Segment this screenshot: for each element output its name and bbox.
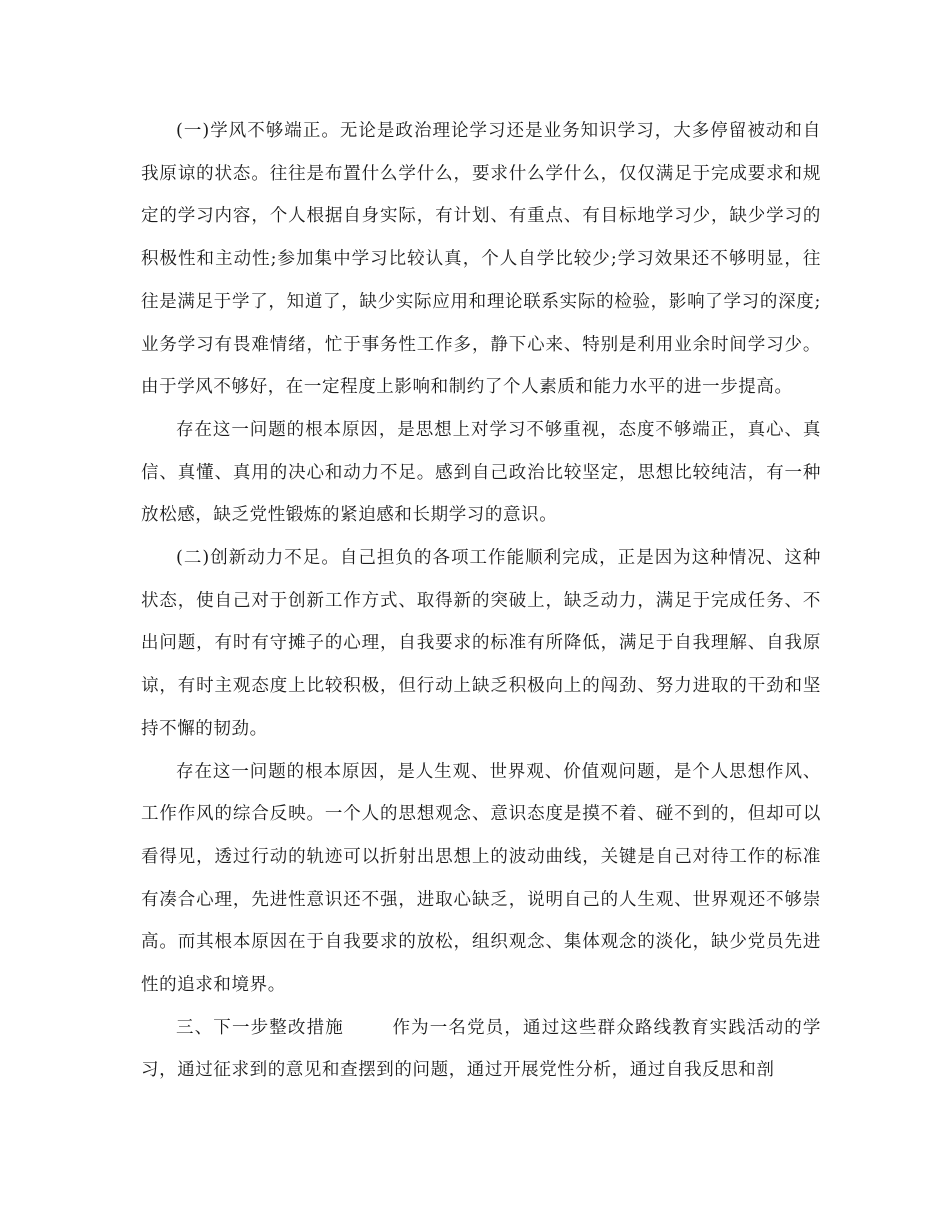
rectification-text: 作为一名党员，通过这些群众路线教育实践活动的学习，通过征求到的意见和查摆到的问题，通过开展党性分析，通过自我反思和剖 [141, 1017, 821, 1081]
paragraph-innovation-cause: 存在这一问题的根本原因，是人生观、世界观、价值观问题，是个人思想作风、工作作风的综合反映。一个人的思想观念、意识态度是摸不着、碰不到的，但却可以看得见，透过行动的轨迹可以折射出思想上的波动曲线，关键是自己对待工作的标准有凑合心理，先进性意识还不强，进取心缺乏，说明自己的人生观、世界观还不够崇高。而其根本原因在于自我要求的放松，组织观念、集体观念的淡化，缺少党员先进性的追求和境界。 [141, 761, 821, 996]
section-heading: 三、下一步整改措施 [176, 1017, 344, 1038]
paragraph-study-style: (一)学风不够端正。无论是政治理论学习还是业务知识学习，大多停留被动和自我原谅的状态。往往是布置什么学什么，要求什么学什么，仅仅满足于完成要求和规定的学习内容，个人根据自身实际，有计划、有重点、有目标地学习少，缺少学习的积极性和主动性;参加集中学习比较认真，个人自学比较少;学习效果还不够明显，往往是满足于学了，知道了，缺少实际应用和理论联系实际的检验，影响了学习的深度;业务学习有畏难情绪，忙于事务性工作多，静下心来、特别是利用业余时间学习少。由于学风不够好，在一定程度上影响和制约了个人素质和能力水平的进一步提高。 [141, 121, 821, 398]
document-body [141, 110, 821, 1092]
paragraph-study-cause: 存在这一问题的根本原因，是思想上对学习不够重视，态度不够端正，真心、真信、真懂、真用的决心和动力不足。感到自己政治比较坚定，思想比较纯洁，有一种放松感，缺乏党性锻炼的紧迫感和长期学习的意识。 [141, 419, 821, 526]
paragraph-innovation: (二)创新动力不足。自己担负的各项工作能顺利完成，正是因为这种情况、这种状态，使自己对于创新工作方式、取得新的突破上，缺乏动力，满足于完成任务、不出问题，有时有守摊子的心理，自我要求的标准有所降低，满足于自我理解、自我原谅，有时主观态度上比较积极，但行动上缺乏积极向上的闯劲、努力进取的干劲和坚持不懈的韧劲。 [141, 548, 821, 739]
paragraph-rectification [141, 1007, 821, 1092]
